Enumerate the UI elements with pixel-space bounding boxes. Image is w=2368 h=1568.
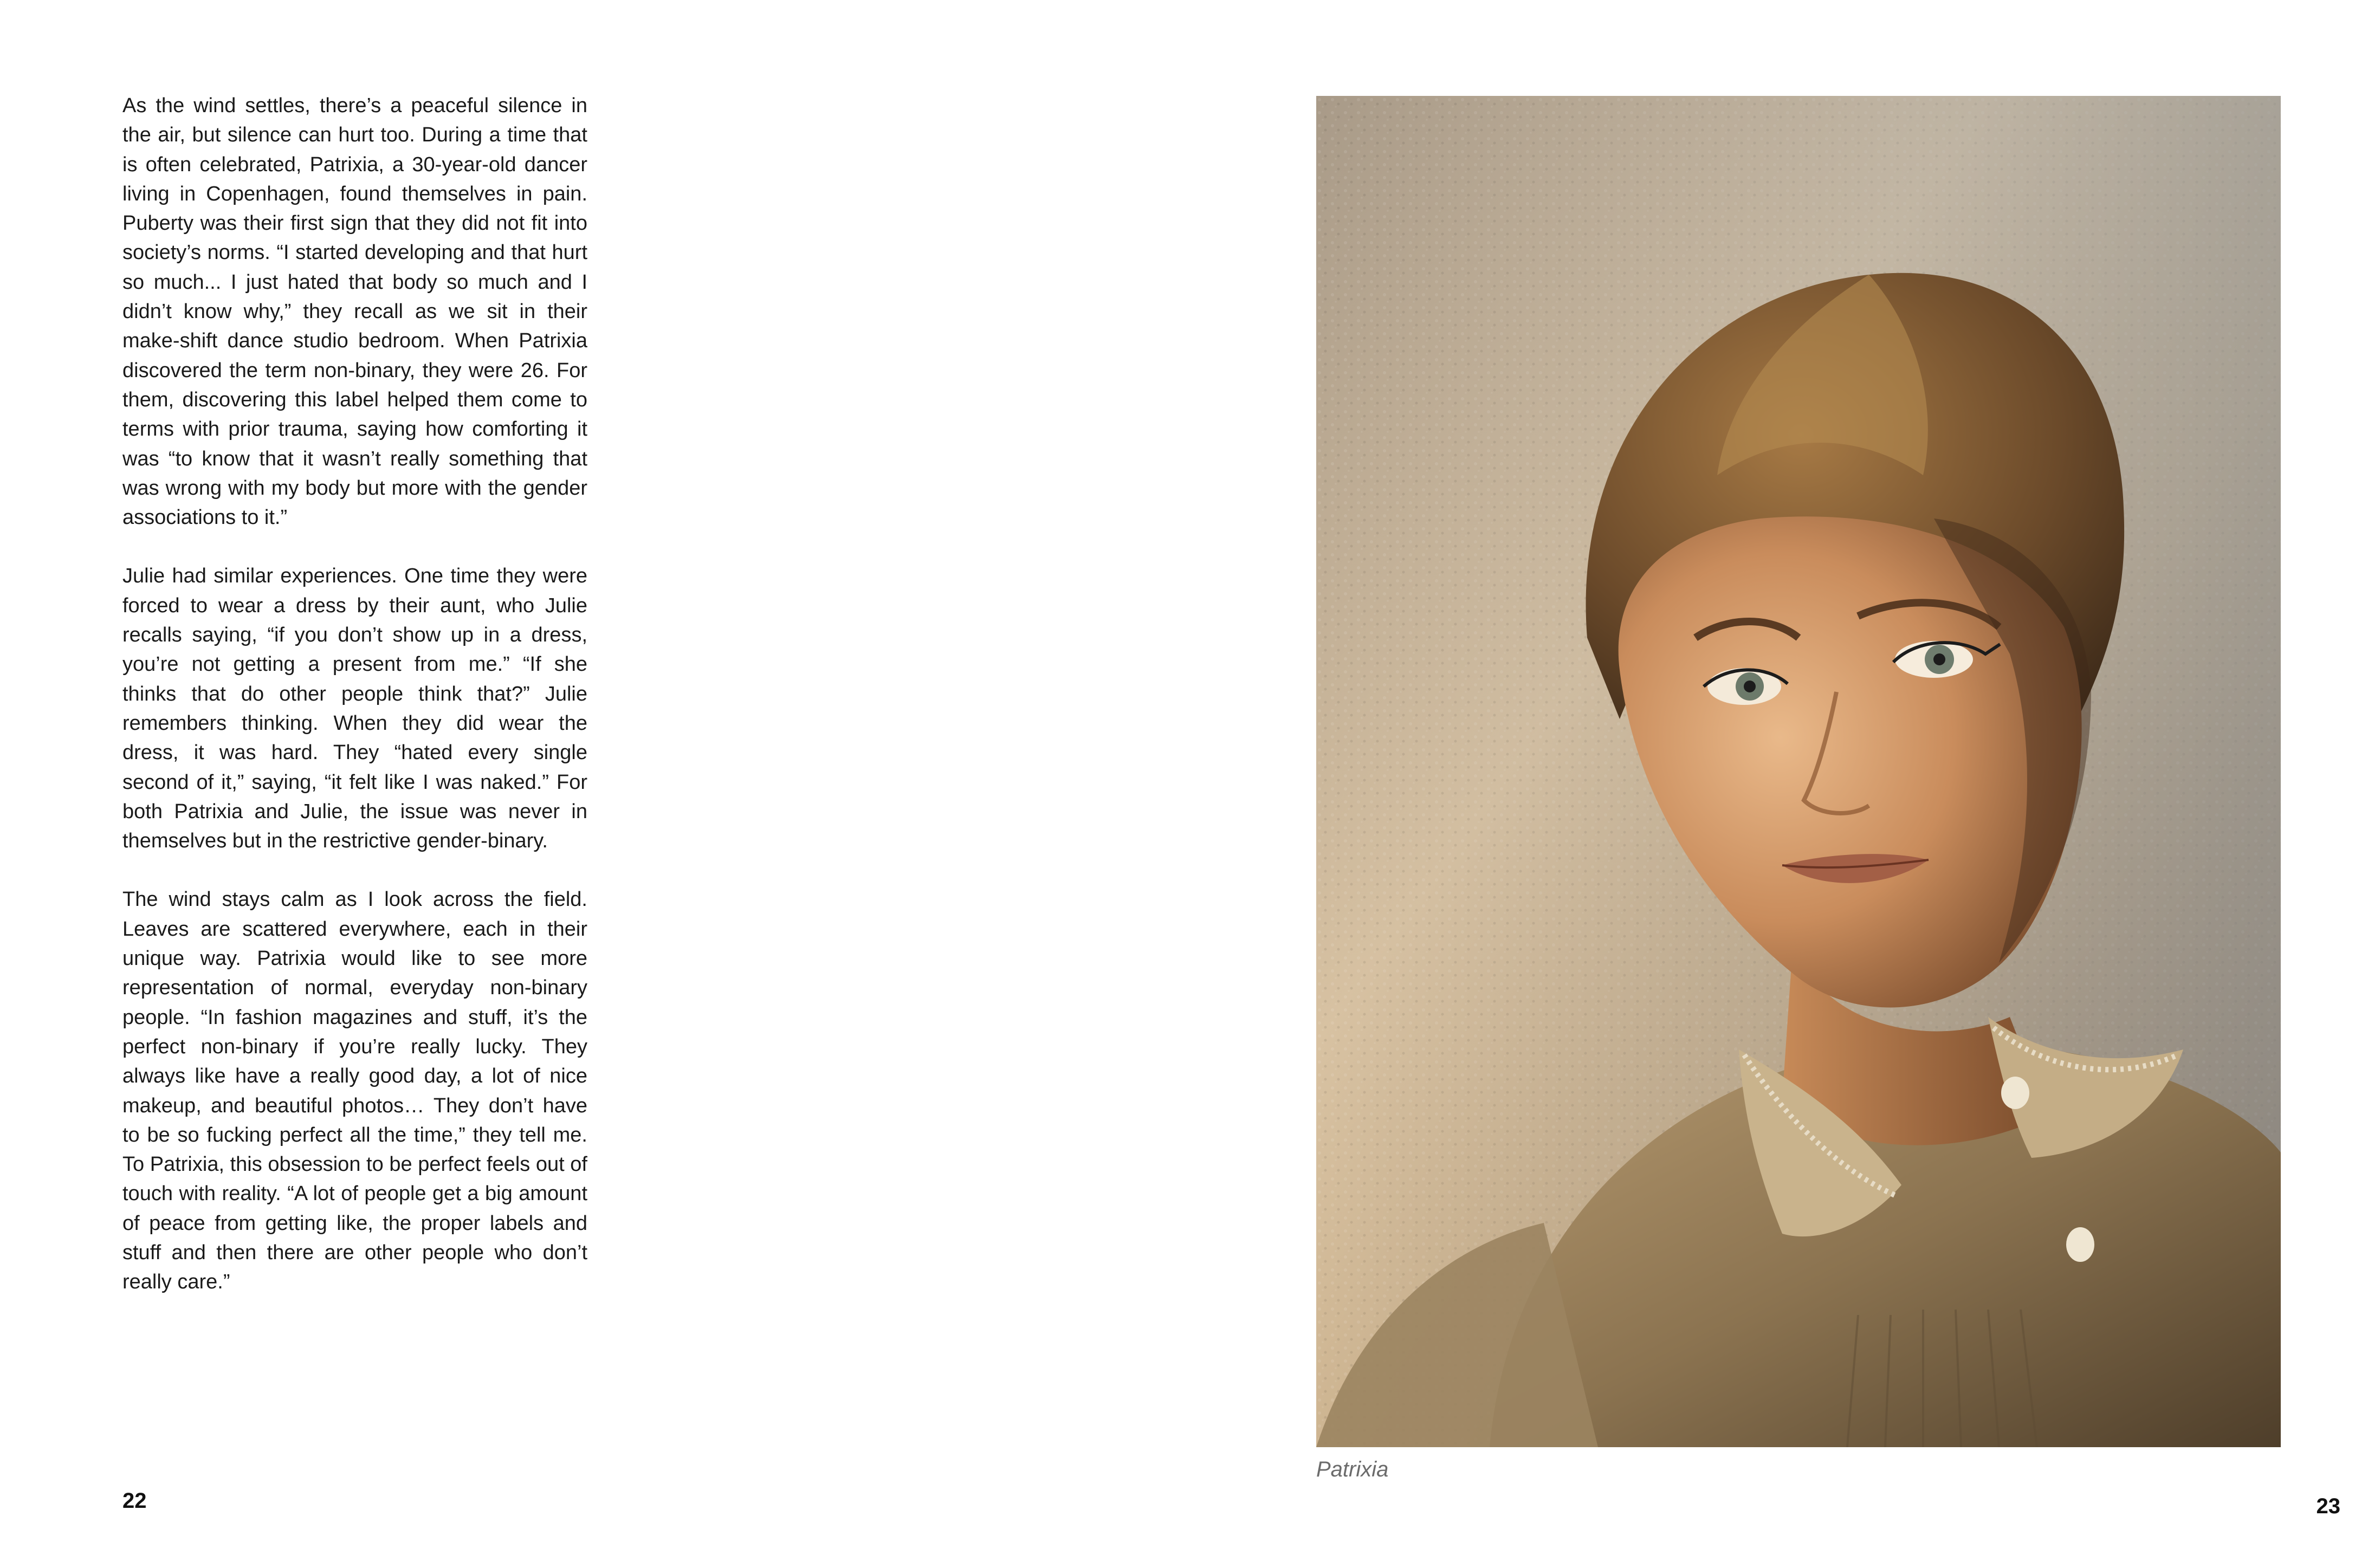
portrait-photo-illustration <box>1316 96 2281 1447</box>
page-number-right: 23 <box>2316 1494 2340 1518</box>
page-number-left: 22 <box>122 1489 147 1513</box>
article-text-column <box>122 91 587 1326</box>
portrait-photo <box>1316 96 2281 1447</box>
article-paragraph: As the wind settles, there’s a peaceful silence in the air, but silence can hurt too. During a time that is often celebrated, Patrixia, a 30-year-old dancer living in Copenhagen, found themselves in pain. Puberty was their first sign that they did not fit into society’s norms. “I started developing and that hurt so much... I just hated that body so much and I didn’t know why,” they recall as we sit in their make-shift dance studio bedroom. When Patrixia discovered the term non-binary, they were 26. For them, discovering this label helped them come to terms with prior trauma, saying how comforting it was “to know that it wasn’t really something that was wrong with my body but more with the gender associations to it.” <box>122 94 587 529</box>
article-paragraph: Julie had similar experiences. One time they were forced to wear a dress by their aunt, who Julie recalls saying, “if you don’t show up in a dress, you’re not getting a present from me.” “If she thinks that do other people think that?” Julie remembers thinking. When they did wear the dress, it was hard. They “hated every single second of it,” saying, “it felt like I was naked.” For both Patrixia and Julie, the issue was never in themselves but in the restrictive gender-binary. <box>122 565 587 853</box>
photo-caption: Patrixia <box>1316 1457 1389 1481</box>
right-page <box>1184 0 2368 1568</box>
article-paragraph: The wind stays calm as I look across the field. Leaves are scattered everywhere, each in their unique way. Patrixia would like to see more representation of normal, everyday non-binary people. “In fashion magazines and stuff, it’s the perfect non-binary if you’re really lucky. They always like have a really good day, a lot of nice makeup, and beautiful photos… They don’t have to be so fucking perfect all the time,” they tell me. To Patrixia, this obsession to be perfect feels out of touch with reality. “A lot of people get a big amount of peace from getting like, the proper labels and stuff and then there are other people who don’t really care.” <box>122 888 587 1294</box>
